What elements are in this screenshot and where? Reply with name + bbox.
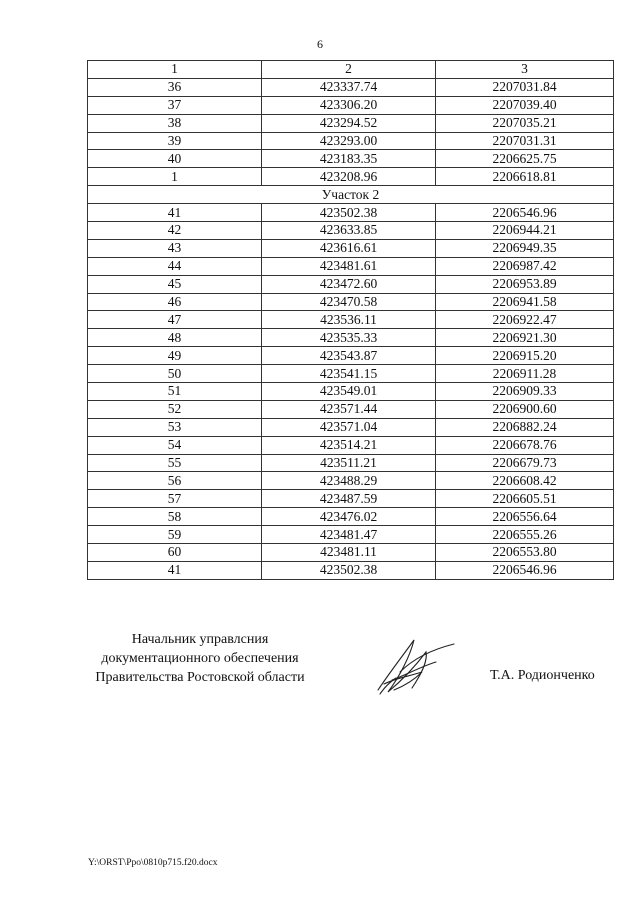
y-coordinate-cell: 2206882.24: [436, 418, 614, 436]
y-coordinate-cell: 2206553.80: [436, 544, 614, 562]
x-coordinate-cell: 423511.21: [262, 454, 436, 472]
table-row: [88, 168, 614, 186]
y-coordinate-cell: 2206678.76: [436, 436, 614, 454]
page-number: 6: [317, 37, 323, 51]
point-number-cell: 37: [88, 96, 262, 114]
point-number-cell: 47: [88, 311, 262, 329]
y-coordinate-cell: 2206546.96: [436, 561, 614, 579]
table-row: [88, 114, 614, 132]
table-row: [88, 526, 614, 544]
y-coordinate-cell: 2206618.81: [436, 168, 614, 186]
x-coordinate-cell: 423535.33: [262, 329, 436, 347]
table-row: [88, 275, 614, 293]
point-number-cell: 54: [88, 436, 262, 454]
y-coordinate-cell: 2206949.35: [436, 239, 614, 257]
y-coordinate-cell: 2206921.30: [436, 329, 614, 347]
y-coordinate-cell: 2207035.21: [436, 114, 614, 132]
point-number-cell: 49: [88, 347, 262, 365]
x-coordinate-cell: 423616.61: [262, 239, 436, 257]
signatory-name: Т.А. Родионченко: [490, 668, 595, 683]
point-number-cell: 51: [88, 383, 262, 401]
x-coordinate-cell: 423514.21: [262, 436, 436, 454]
x-coordinate-cell: 423183.35: [262, 150, 436, 168]
x-coordinate-cell: 423633.85: [262, 222, 436, 240]
handwritten-signature: [370, 632, 460, 698]
point-number-cell: 56: [88, 472, 262, 490]
table-row: [88, 150, 614, 168]
y-coordinate-cell: 2207031.84: [436, 78, 614, 96]
y-coordinate-cell: 2206944.21: [436, 222, 614, 240]
y-coordinate-cell: 2206679.73: [436, 454, 614, 472]
table-section-row: [88, 186, 614, 204]
x-coordinate-cell: 423481.61: [262, 257, 436, 275]
y-coordinate-cell: 2206953.89: [436, 275, 614, 293]
table-row: [88, 132, 614, 150]
x-coordinate-cell: 2: [262, 61, 436, 79]
y-coordinate-cell: 2206900.60: [436, 400, 614, 418]
y-coordinate-cell: 2206608.42: [436, 472, 614, 490]
x-coordinate-cell: 423543.87: [262, 347, 436, 365]
x-coordinate-cell: 423549.01: [262, 383, 436, 401]
y-coordinate-cell: 2206556.64: [436, 508, 614, 526]
y-coordinate-cell: 2207039.40: [436, 96, 614, 114]
x-coordinate-cell: 423337.74: [262, 78, 436, 96]
table-row: [88, 561, 614, 579]
table-row: [88, 436, 614, 454]
x-coordinate-cell: 423536.11: [262, 311, 436, 329]
y-coordinate-cell: 2206922.47: [436, 311, 614, 329]
table-row: [88, 204, 614, 222]
x-coordinate-cell: 423502.38: [262, 204, 436, 222]
x-coordinate-cell: 423476.02: [262, 508, 436, 526]
point-number-cell: 40: [88, 150, 262, 168]
x-coordinate-cell: 423541.15: [262, 365, 436, 383]
x-coordinate-cell: 423481.11: [262, 544, 436, 562]
table-row: [88, 329, 614, 347]
signatory-title-line: Начальник управлсния: [131, 632, 269, 647]
point-number-cell: 44: [88, 257, 262, 275]
y-coordinate-cell: 2206987.42: [436, 257, 614, 275]
y-coordinate-cell: 2207031.31: [436, 132, 614, 150]
point-number-cell: 41: [88, 204, 262, 222]
y-coordinate-cell: 2206909.33: [436, 383, 614, 401]
x-coordinate-cell: 423502.38: [262, 561, 436, 579]
point-number-cell: 50: [88, 365, 262, 383]
y-coordinate-cell: 2206555.26: [436, 526, 614, 544]
table-row: [88, 490, 614, 508]
point-number-cell: 55: [88, 454, 262, 472]
point-number-cell: 41: [88, 561, 262, 579]
table-body: [88, 61, 614, 580]
signatory-title-line: Правительства Ростовской области: [95, 670, 305, 685]
y-coordinate-cell: 2206941.58: [436, 293, 614, 311]
point-number-cell: 43: [88, 239, 262, 257]
point-number-cell: 39: [88, 132, 262, 150]
table-row: [88, 544, 614, 562]
table-row: [88, 293, 614, 311]
y-coordinate-cell: 3: [436, 61, 614, 79]
point-number-cell: 1: [88, 168, 262, 186]
section-title: Участок 2: [88, 186, 614, 204]
x-coordinate-cell: 423571.04: [262, 418, 436, 436]
x-coordinate-cell: 423306.20: [262, 96, 436, 114]
signatory-title-line: документационного обеспечения: [101, 651, 299, 666]
x-coordinate-cell: 423488.29: [262, 472, 436, 490]
table-row: [88, 508, 614, 526]
x-coordinate-cell: 423472.60: [262, 275, 436, 293]
point-number-cell: 38: [88, 114, 262, 132]
point-number-cell: 42: [88, 222, 262, 240]
point-number-cell: 59: [88, 526, 262, 544]
table-row: [88, 78, 614, 96]
coordinates-table: [87, 60, 614, 580]
table-row: [88, 96, 614, 114]
y-coordinate-cell: 2206605.51: [436, 490, 614, 508]
document-file-path: Y:\ORST\Ppo\0810p715.f20.docx: [88, 858, 218, 868]
x-coordinate-cell: 423208.96: [262, 168, 436, 186]
table-row: [88, 311, 614, 329]
point-number-cell: 36: [88, 78, 262, 96]
x-coordinate-cell: 423481.47: [262, 526, 436, 544]
table-row: [88, 418, 614, 436]
table-row: [88, 400, 614, 418]
point-number-cell: 60: [88, 544, 262, 562]
table-header-row: [88, 61, 614, 79]
point-number-cell: 46: [88, 293, 262, 311]
table-row: [88, 347, 614, 365]
x-coordinate-cell: 423470.58: [262, 293, 436, 311]
signature-block: [0, 630, 640, 700]
table-row: [88, 222, 614, 240]
table-row: [88, 257, 614, 275]
table-row: [88, 454, 614, 472]
point-number-cell: 1: [88, 61, 262, 79]
point-number-cell: 48: [88, 329, 262, 347]
table-row: [88, 239, 614, 257]
signatory-title: [80, 630, 320, 687]
y-coordinate-cell: 2206546.96: [436, 204, 614, 222]
y-coordinate-cell: 2206911.28: [436, 365, 614, 383]
point-number-cell: 58: [88, 508, 262, 526]
y-coordinate-cell: 2206915.20: [436, 347, 614, 365]
x-coordinate-cell: 423571.44: [262, 400, 436, 418]
x-coordinate-cell: 423294.52: [262, 114, 436, 132]
point-number-cell: 52: [88, 400, 262, 418]
x-coordinate-cell: 423293.00: [262, 132, 436, 150]
x-coordinate-cell: 423487.59: [262, 490, 436, 508]
point-number-cell: 53: [88, 418, 262, 436]
table-row: [88, 472, 614, 490]
table-row: [88, 365, 614, 383]
y-coordinate-cell: 2206625.75: [436, 150, 614, 168]
point-number-cell: 45: [88, 275, 262, 293]
table-row: [88, 383, 614, 401]
point-number-cell: 57: [88, 490, 262, 508]
